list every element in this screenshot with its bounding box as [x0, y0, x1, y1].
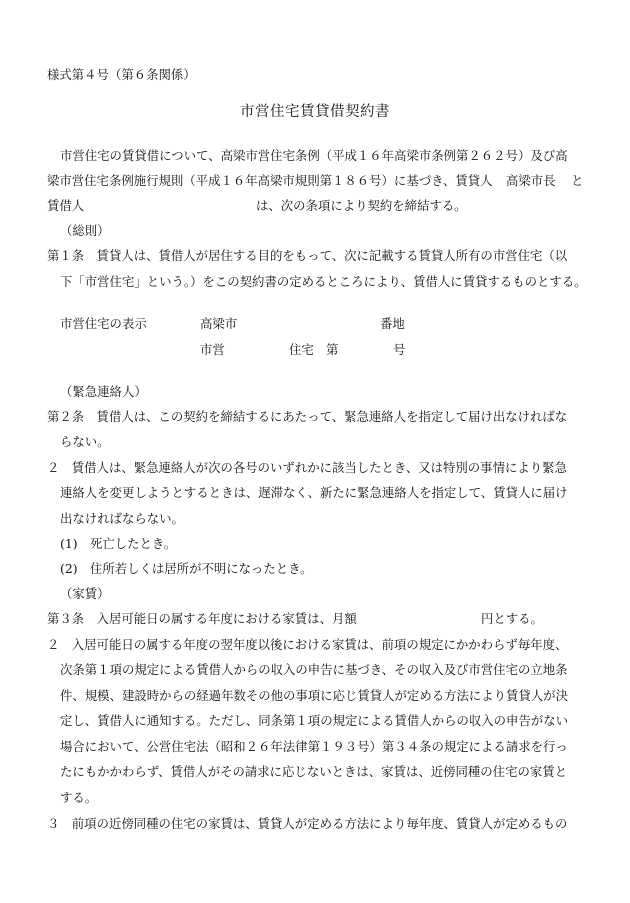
article-2-p2-line-3: 出なければならない。	[60, 511, 184, 526]
article-3-p3-line-1: ３ 前項の近傍同種の住宅の家賃は、賃貸人が定める方法により毎年度、賃貸人が定めるもの	[47, 816, 568, 831]
article-3-p2-line-3: 件、規模、建設時からの経過年数その他の事項に応じ賃貸人が定める方法により賃貸人が決	[60, 688, 569, 703]
property-go: 号	[393, 342, 406, 357]
article-2-p2-line-1: ２ 賃借人は、緊急連絡人が次の各号のいずれかに該当したとき、又は特別の事情により緊急	[47, 460, 567, 475]
property-shiei: 市営	[200, 342, 225, 357]
intro-to: と	[571, 173, 584, 188]
article-3-p2-line-6: たにもかかわらず、賃借人がその請求に応じないときは、家賃は、近傍同種の住宅の家賃と	[60, 764, 568, 779]
article-2-item-1: (1) 死亡したとき。	[60, 536, 177, 551]
article-3-p2-line-7: する。	[60, 790, 98, 805]
article-1-line-1: 第１条 賃貸人は、賃借人が居住する目的をもって、次に記載する賃貸人所有の市営住宅（以	[47, 248, 568, 263]
article-3-p2-line-2: 次条第１項の規定による賃借人からの収入の申告に基づき、その収入及び市営住宅の立地条	[60, 662, 568, 677]
article-3-p2-line-1: ２ 入居可能日の属する年度の翌年度以後における家賃は、前項の規定にかかわらず毎年度、	[47, 637, 568, 652]
article-2-item-2: (2) 住所若しくは居所が不明になったとき。	[60, 561, 313, 576]
article-2-line-1: 第２条 賃借人は、この契約を締結するにあたって、緊急連絡人を指定して届け出なければな	[47, 409, 568, 424]
property-city: 高梁市	[200, 316, 238, 331]
property-dai: 第	[326, 342, 339, 357]
article-2-p2-line-2: 連絡人を変更しようとするときは、遅滞なく、新たに緊急連絡人を指定して、賃貸人に届け	[60, 485, 568, 500]
article-1-line-2: 下「市営住宅」という。）をこの契約書の定めるところにより、賃借人に賃貸するものとする。	[60, 274, 587, 289]
article-3-line-1: 第３条 入居可能日の属する年度における家賃は、月額	[47, 611, 357, 626]
article-3-rent-unit: 円とする。	[481, 611, 543, 626]
form-number: 様式第４号（第６条関係）	[47, 67, 196, 82]
article-3-heading: （家賃）	[60, 586, 110, 601]
article-1-heading: （総則）	[60, 223, 110, 238]
intro-line-1: 市営住宅の賃貸借について、高梁市営住宅条例（平成１６年高梁市条例第２６２号）及び高	[60, 148, 568, 163]
article-3-p2-line-5: 場合において、公営住宅法（昭和２６年法律第１９３号）第３４条の規定による請求を行っ	[60, 739, 568, 754]
property-jutaku: 住宅	[289, 342, 314, 357]
intro-line-2: 梁市営住宅条例施行規則（平成１６年高梁市規則第１８６号）に基づき、賃貸人	[47, 173, 493, 188]
intro-line-3: は、次の条項により契約を締結する。	[256, 198, 467, 213]
article-2-line-2: らない。	[60, 434, 110, 449]
lessee-label: 賃借人	[47, 198, 85, 213]
lessor-name: 高梁市長	[506, 173, 556, 188]
article-2-heading: （緊急連絡人）	[60, 384, 147, 399]
property-banchi: 番地	[380, 316, 405, 331]
article-3-p2-line-4: 定し、賃借人に通知する。ただし、同条第１項の規定による賃借人からの収入の申告がない	[60, 713, 569, 728]
property-label: 市営住宅の表示	[60, 316, 147, 331]
page-title: 市営住宅賃貸借契約書	[240, 104, 390, 120]
